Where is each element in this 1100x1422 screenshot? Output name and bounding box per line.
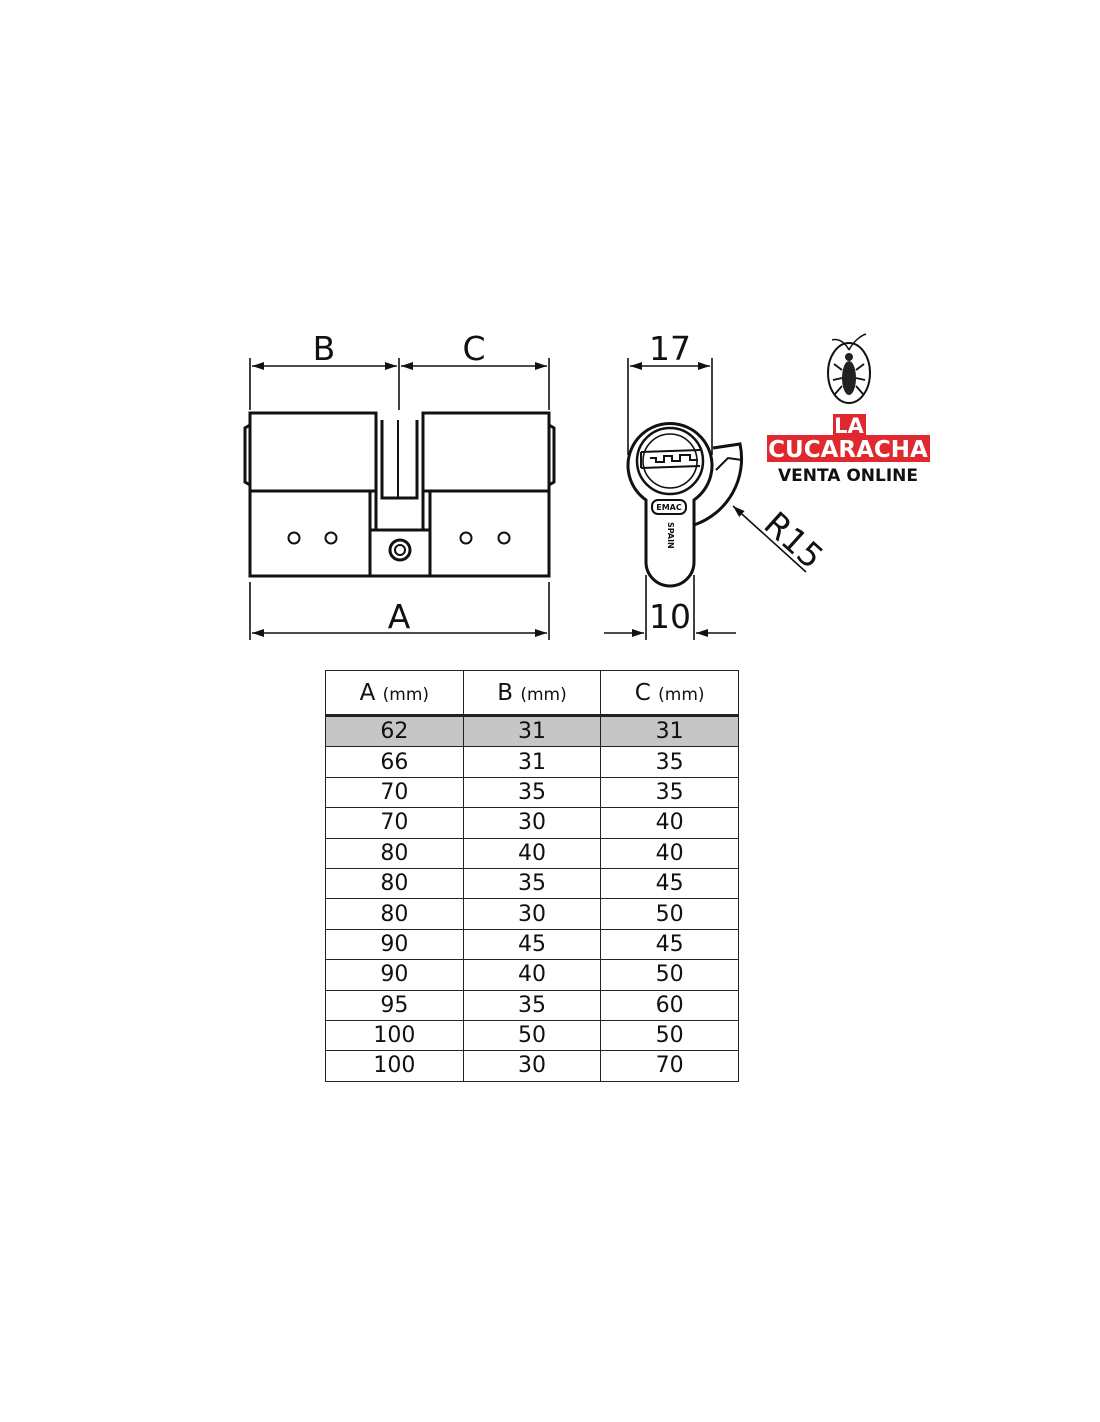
dimension-b-label: B: [312, 329, 336, 368]
cell-a: 80: [326, 838, 464, 868]
cell-a: 70: [326, 808, 464, 838]
cell-b: 45: [463, 929, 601, 959]
pin-hole: [461, 533, 472, 544]
fixing-screw-hole: [390, 540, 410, 560]
table-row: [326, 1051, 739, 1081]
table-row: [326, 777, 739, 807]
table-row: [326, 1020, 739, 1050]
dimension-17-label: 17: [649, 329, 691, 368]
right-body: [423, 413, 549, 491]
table-row: [326, 960, 739, 990]
cell-a: 62: [326, 716, 464, 747]
cell-b: 30: [463, 1051, 601, 1081]
cylinder-side-view: [628, 424, 742, 586]
table-row: [326, 716, 739, 747]
table-row: [326, 868, 739, 898]
cell-b: 30: [463, 899, 601, 929]
table-header-row: [326, 671, 739, 716]
cell-a: 90: [326, 929, 464, 959]
table-row: [326, 899, 739, 929]
cell-b: 31: [463, 747, 601, 777]
cell-a: 80: [326, 899, 464, 929]
column-header-c: C (mm): [601, 671, 739, 716]
cell-c: 35: [601, 777, 739, 807]
stamp-brand-text: EMAC: [656, 503, 682, 512]
cell-a: 95: [326, 990, 464, 1020]
cell-c: 50: [601, 1020, 739, 1050]
dimension-10-label: 10: [649, 597, 691, 636]
la-cucaracha-logo: [767, 334, 930, 486]
keyway: [641, 450, 700, 468]
cell-c: 35: [601, 747, 739, 777]
cylinder-front-view: [245, 413, 554, 576]
side-view-dimensions: [604, 358, 806, 640]
pin-hole: [289, 533, 300, 544]
cam: [694, 444, 742, 525]
dimension-c-label: C: [462, 329, 486, 368]
cell-b: 35: [463, 990, 601, 1020]
cell-c: 50: [601, 899, 739, 929]
cell-b: 40: [463, 838, 601, 868]
cockroach-icon: [828, 334, 870, 403]
cell-c: 45: [601, 929, 739, 959]
left-body: [250, 413, 376, 491]
column-header-a: A (mm): [326, 671, 464, 716]
table-row: [326, 990, 739, 1020]
cell-a: 90: [326, 960, 464, 990]
table-row: [326, 747, 739, 777]
pin-hole: [326, 533, 337, 544]
left-lower-body: [250, 491, 370, 576]
table-row: [326, 838, 739, 868]
cell-c: 70: [601, 1051, 739, 1081]
size-table: [325, 670, 739, 1082]
fixing-block: [370, 530, 430, 576]
cell-a: 100: [326, 1020, 464, 1050]
cell-a: 80: [326, 868, 464, 898]
cell-b: 35: [463, 868, 601, 898]
cell-a: 66: [326, 747, 464, 777]
cell-c: 40: [601, 838, 739, 868]
column-header-b: B (mm): [463, 671, 601, 716]
logo-line-venta-online: VENTA ONLINE: [777, 466, 919, 486]
cell-c: 50: [601, 960, 739, 990]
cell-b: 30: [463, 808, 601, 838]
dimension-a-label: A: [387, 597, 411, 636]
cell-b: 50: [463, 1020, 601, 1050]
pin-hole: [499, 533, 510, 544]
cell-c: 40: [601, 808, 739, 838]
cell-a: 100: [326, 1051, 464, 1081]
cell-c: 45: [601, 868, 739, 898]
table-row: [326, 808, 739, 838]
dimension-r15-label: R15: [756, 503, 831, 577]
table-row: [326, 929, 739, 959]
right-lower-body: [430, 491, 549, 576]
cell-a: 70: [326, 777, 464, 807]
cell-b: 40: [463, 960, 601, 990]
cell-c: 31: [601, 716, 739, 747]
logo-line-cucaracha: CUCARACHA: [768, 437, 928, 463]
cam-inner: [382, 420, 417, 498]
cell-b: 31: [463, 716, 601, 747]
cell-b: 35: [463, 777, 601, 807]
stamp-country-text: SPAIN: [666, 522, 675, 549]
cell-c: 60: [601, 990, 739, 1020]
logo-line-la: LA: [834, 414, 864, 438]
